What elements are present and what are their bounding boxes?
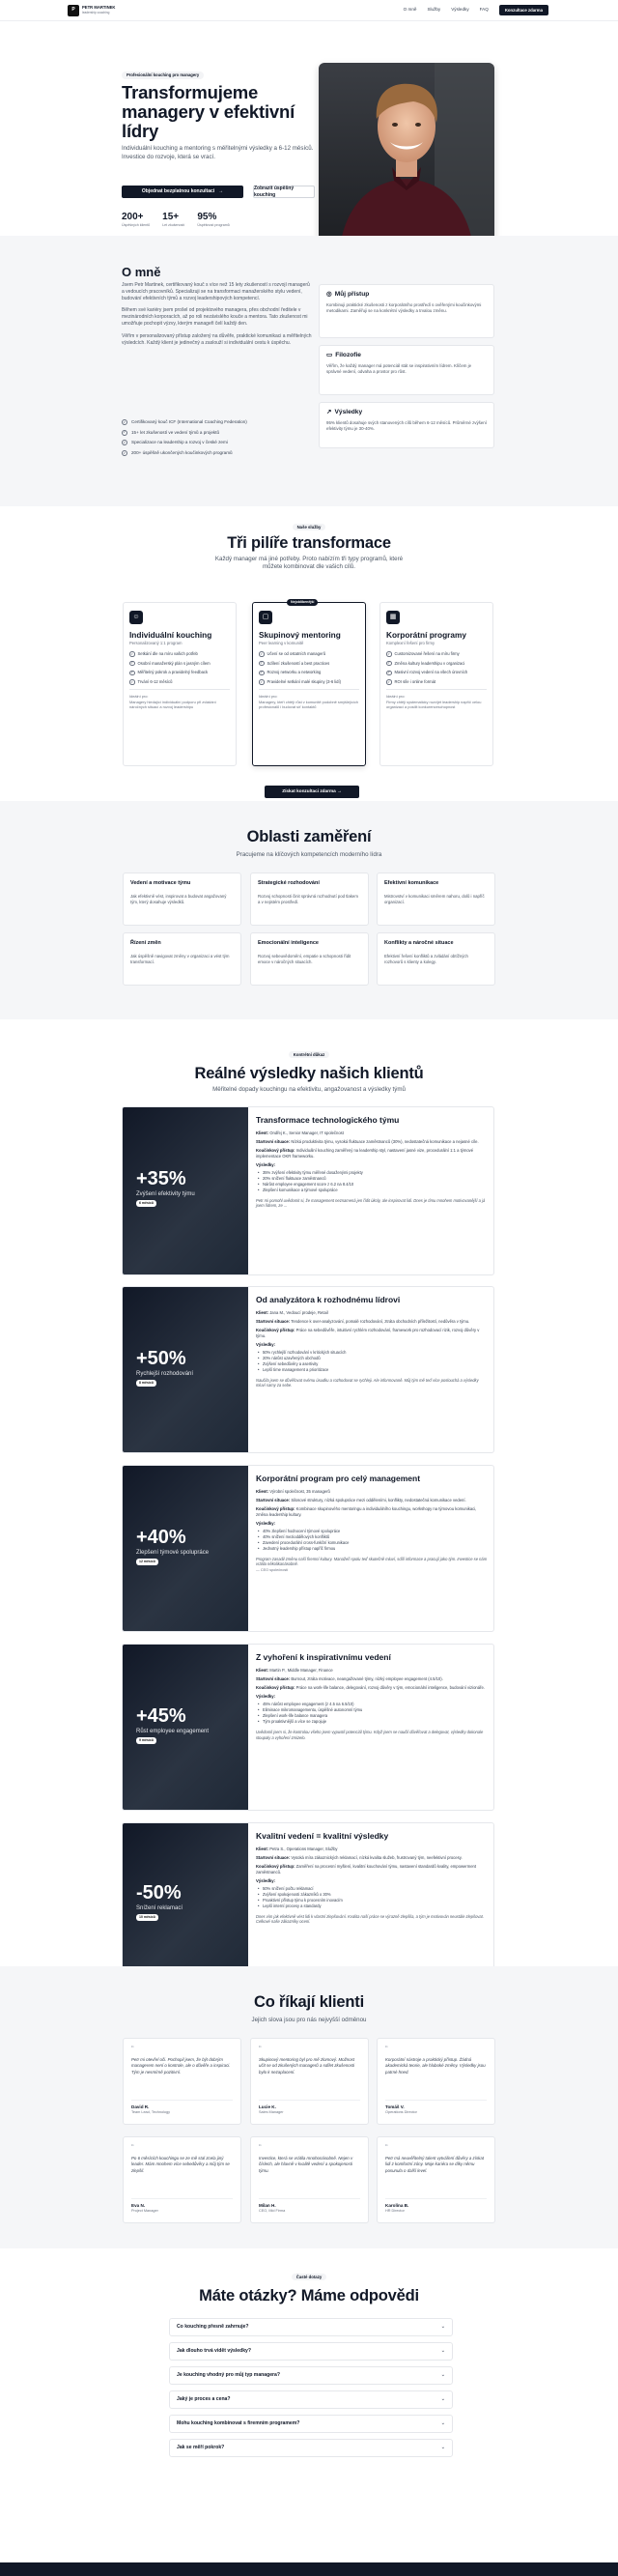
check-circle-icon: ✓ xyxy=(130,651,134,656)
testimonial-name: Karolína B. xyxy=(385,2198,487,2209)
quote-icon: “ xyxy=(131,2045,134,2053)
brand-sub: leadership coaching xyxy=(82,10,110,14)
start-text: Nízká produktivita týmu, vysoká fluktuace zaměstnanců (30%), nedostatečná komunikace a nejasné cíle. xyxy=(291,1139,479,1145)
coach-portrait-photo xyxy=(319,63,494,246)
pillar-feature xyxy=(129,679,230,685)
area-text: Jak úspěšně navigovat změny v organizaci a vést tým transformací. xyxy=(130,954,230,965)
case-client: Klient: Výrobní společnost, 35 managerů xyxy=(256,1489,330,1495)
chat-icon: ▢ xyxy=(259,611,272,624)
feature-text: Customizované řešení na míru firmy xyxy=(394,650,460,656)
case-metric: +40% xyxy=(136,1527,186,1548)
pillar-feature xyxy=(259,651,359,657)
result-item: • Zlepšení work-life balance managera xyxy=(256,1713,488,1719)
result-item: • Lepší time management a prioritizace xyxy=(256,1367,488,1373)
brand-logo[interactable] xyxy=(68,5,115,16)
case-client: Klient: Jana M., Vedoucí prodeje, Retail xyxy=(256,1310,328,1316)
client-text: Ondřej K., Senior Manager, IT společnost xyxy=(269,1131,344,1136)
check-circle-icon: ✓ xyxy=(123,450,126,455)
pillar-ideal xyxy=(129,689,230,709)
ideal-text: Firmy chtějí systematicky rozvíjet leadership napříč celou organizací a posílit konkurenceschopnost xyxy=(386,700,482,710)
case-duration: 12 měsíců xyxy=(136,1559,158,1565)
show-results-button[interactable]: Zobrazit úspěšný kouching xyxy=(253,186,315,198)
stat-label: Úspěšnost programů xyxy=(197,223,230,227)
area-title: Vedení a motivace týmu xyxy=(130,880,191,886)
target-icon: ◎ xyxy=(326,291,332,298)
building-icon: ▦ xyxy=(386,611,400,624)
check-circle-icon: ✓ xyxy=(123,441,126,445)
arrow-right-icon: → xyxy=(337,788,342,794)
testimonial-name: David R. xyxy=(131,2100,233,2110)
book-consultation-button[interactable] xyxy=(122,186,243,198)
credential-text: 200+ úspěšně ukončených koučinkových programů xyxy=(131,450,233,456)
approach-text: Práce na sebedůvěře, intuitivní rychlém rozhodování, framework pro rozhodovací rizik, rozvoj důvěry v týmu. xyxy=(256,1328,480,1339)
area-card xyxy=(377,932,495,986)
faq-eyebrow xyxy=(0,2275,618,2280)
feature-text: Osobní manažerský plán s jasným cílem xyxy=(137,660,211,666)
testimonial-text: Korporátní nástroje a praktický přístup. Žádná akademická teorie, ale hluboké změny. Výsledky jsou patrné hned. xyxy=(385,2057,486,2075)
check-circle-icon: ✓ xyxy=(130,661,134,666)
pillar-feature xyxy=(259,670,359,675)
case-metric-panel xyxy=(123,1823,248,1981)
case-duration: 10 měsíců xyxy=(136,1914,158,1921)
pillar-feature xyxy=(386,670,487,675)
faq-question: Co kouching přesně zahrnuje? xyxy=(177,2324,249,2331)
card-title: Výsledky xyxy=(334,409,363,415)
case-study-card xyxy=(122,1465,494,1632)
case-metric: +45% xyxy=(136,1705,186,1727)
case-start: Startovní situace: Tendence k over-analyzování, pomalé rozhodování, ztráta obchodních příležitostí, nedůvěra v týmu. xyxy=(256,1319,470,1325)
chevron-down-icon: ⌄ xyxy=(440,2348,445,2355)
quote-icon: “ xyxy=(385,2045,388,2053)
check-circle-icon: ✓ xyxy=(123,419,126,424)
credential-item xyxy=(122,450,315,456)
case-metric-label: Zlepšení týmové spolupráce xyxy=(136,1550,210,1556)
credential-text: 15+ let zkušeností ve vedení týmů a projektů xyxy=(131,429,220,435)
testimonials-subtitle: Jejich slova jsou pro nás nejvyšší odměnou xyxy=(251,2017,367,2023)
faq-item[interactable] xyxy=(169,2390,453,2409)
start-text: Vysoká míra zákaznických reklamací, nízká kvalita služeb, frustrovaný tým, neefektivní procesy. xyxy=(291,1855,463,1861)
check-circle-icon: ✓ xyxy=(260,651,264,656)
pillar-card-individual xyxy=(123,602,237,766)
case-approach: Koučinkový přístup: Práce na work-life balance, delegování, rozvoj důvěry v tým, emocionální inteligence, budování vizionáře. xyxy=(256,1685,485,1691)
area-card xyxy=(250,873,369,926)
faq-item[interactable] xyxy=(169,2318,453,2336)
ideal-label: Ideální pro: xyxy=(386,693,406,699)
testimonial-card xyxy=(377,2038,495,2125)
client-text: Martin P., Middle Manager, Finance xyxy=(269,1668,333,1674)
user-icon: ☺ xyxy=(129,611,143,624)
testimonial-card xyxy=(123,2136,241,2223)
nav-link-about[interactable]: O mně xyxy=(403,7,417,13)
testimonial-role: CEO, Mid Firma xyxy=(259,2209,286,2214)
check-circle-icon: ✓ xyxy=(387,671,391,675)
stat-years xyxy=(162,213,184,228)
case-title: Kvalitní vedení = kvalitní výsledky xyxy=(256,1831,389,1841)
area-title: Řízení změn xyxy=(130,940,161,946)
pillar-feature xyxy=(386,651,487,657)
hero-title: Transformujeme managery v efektivní lídry xyxy=(122,82,295,141)
testimonial-name: Lucie K. xyxy=(259,2100,360,2110)
check-circle-icon: ✓ xyxy=(130,671,134,675)
cases-eyebrow xyxy=(0,1052,618,1058)
nav-link-services[interactable]: Služby xyxy=(427,7,441,13)
start-text: Tendence k over-analyzování, pomalé rozhodování, ztráta obchodních příležitostí, nedůvěra v týmu. xyxy=(291,1319,470,1325)
case-metric: -50% xyxy=(136,1882,182,1903)
credential-item xyxy=(122,419,315,425)
result-item: • 20% nárůst uzavřených obchodů xyxy=(256,1356,488,1361)
pillar-card-group xyxy=(252,602,366,766)
card-text: Věřím, že každý manager má potenciál stát se inspirativním lídrem. Klíčem je správné vedení, odvaha a prostor pro růst. xyxy=(326,362,472,375)
trend-icon: ↗ xyxy=(326,409,332,415)
case-duration: 9 měsíců xyxy=(136,1737,156,1744)
stat-success xyxy=(197,213,229,228)
case-metric-label: Rychlejší rozhodování xyxy=(136,1371,194,1377)
area-title: Strategické rozhodování xyxy=(258,880,320,886)
faq-question: Jak dlouho trvá vidět výsledky? xyxy=(177,2348,252,2355)
feature-text: Setkání dle na míru vašich potřeb xyxy=(137,650,198,656)
area-card xyxy=(123,873,241,926)
case-start: Startovní situace: Vysoká míra zákaznických reklamací, nízká kvalita služeb, frustrovaný tým, neefektivní procesy. xyxy=(256,1855,463,1861)
faq-question: Jak se měří pokrok? xyxy=(177,2445,225,2451)
nav-cta-button[interactable]: Konzultace zdarma xyxy=(499,5,548,16)
card-text: 95% klientů dosahuje svých stanovených cílů během 6-12 měsíců. Průměrné zvýšení efektivity týmu je 30-40%. xyxy=(326,419,487,432)
chevron-down-icon: ⌄ xyxy=(440,2420,445,2427)
feature-text: Masivní rozvoj vedení na všech úrovních xyxy=(394,670,468,675)
pillar-title: Individuální kouching xyxy=(129,630,212,640)
feature-text: Pravidelné setkání malé skupiny (3-6 lidí) xyxy=(267,679,342,685)
services-subtitle: Každý manager má jiné potřeby. Proto nabízím tři typy programů, které můžete kombinovat dle vašich cílů. xyxy=(214,556,404,571)
results-heading: Výsledky: xyxy=(256,1694,276,1700)
testimonial-name: Tomáš V. xyxy=(385,2100,487,2110)
book-icon: ▭ xyxy=(326,352,333,358)
faq-question: Jaký je proces a cena? xyxy=(177,2396,231,2403)
focus-areas-section xyxy=(0,801,618,1019)
area-title: Konflikty a náročné situace xyxy=(384,940,454,946)
case-metric-panel xyxy=(123,1645,248,1810)
approach-text: Zaměření na procesní myšlení, kvalitní kouchování týmu, nastavení standardů kvality, empowerment zaměstnanců. xyxy=(256,1864,477,1875)
faq-section xyxy=(0,2248,618,2477)
result-item: • Zlepšení komunikace a týmové spolupráce xyxy=(256,1188,488,1193)
results-heading: Výsledky: xyxy=(256,1162,276,1168)
result-item: • 20% snížení fluktuace zaměstnanců xyxy=(256,1176,488,1182)
eyebrow-text: Naše služby xyxy=(293,524,326,530)
testimonial-role: HR Director xyxy=(385,2209,405,2214)
ideal-label: Ideální pro: xyxy=(259,693,278,699)
case-quote: Program zasadil změnu naší firemní kultury. Manažeři spolu teď skutečně mluví, sdílí informace a pracují jako tým. Investice se nám vrátila několikanásobně. xyxy=(256,1556,488,1567)
areas-title: Oblasti zaměření xyxy=(246,828,372,845)
testimonial-name: Eva N. xyxy=(131,2198,233,2209)
result-item: • 35% zvýšení efektivity týmu měřené dosaženými projekty xyxy=(256,1170,488,1176)
testimonial-text: Investice, která se vrátila mnohonásobně. Nejen v číslech, ale hlavně v kvalitě vedení a spokojenosti týmu. xyxy=(259,2156,353,2173)
credential-item xyxy=(122,430,315,436)
credential-list xyxy=(122,419,315,461)
faq-item[interactable] xyxy=(169,2415,453,2433)
result-item: • Nárůst employee engagement score z 6.2 na 8.4/10 xyxy=(256,1182,488,1188)
quote-icon: “ xyxy=(259,2045,262,2053)
faq-item[interactable] xyxy=(169,2342,453,2361)
ideal-text: Managery, kteří chtějí růst v komunitě podobně smýšlejících profesionálů i budovat síť kontaktů xyxy=(259,700,359,710)
case-approach: Koučinkový přístup: Zaměření na procesní myšlení, kvalitní kouchování týmu, nastavení standardů kvality, empowerment zaměstnanců. xyxy=(256,1864,477,1875)
check-circle-icon: ✓ xyxy=(387,651,391,656)
case-approach: Koučinkový přístup: Individuální kouching zaměřený na leadership styl, nastavení jasné vize, procedurální 1:1 a týmové implementace OKR frameworku. xyxy=(256,1148,474,1159)
testimonial-text: Petr mi otevřel oči. Pochopil jsem, že být dobrým managerem není o kontrole, ale o důvěře a inspiraci. Tým je nesmírně pozitivní. xyxy=(131,2057,231,2075)
area-card xyxy=(377,873,495,926)
area-text: Rozvoj sebeuvědomění, empatie a schopnosti řídit emoce v náročných situacích. xyxy=(258,954,351,965)
faq-title: Máte otázky? Máme odpovědi xyxy=(199,2287,419,2304)
pillar-title: Korporátní programy xyxy=(386,630,466,640)
stat-value: 200+ xyxy=(122,212,144,222)
card-title: Můj přístup xyxy=(334,291,370,298)
results-heading: Výsledky: xyxy=(256,1342,276,1348)
testimonial-role: Team Lead, Technology xyxy=(131,2110,171,2115)
check-circle-icon: ✓ xyxy=(387,661,391,666)
approach-card xyxy=(319,284,494,338)
pillar-feature xyxy=(129,670,230,675)
eyebrow-text: Časté dotazy xyxy=(292,2274,327,2280)
check-circle-icon: ✓ xyxy=(387,680,391,685)
area-text: Mistrovství v komunikaci směrem nahoru, dolů i napříč organizací. xyxy=(384,894,485,905)
eyebrow-text: Kontrétní důkaz xyxy=(289,1051,329,1058)
client-text: Jana M., Vedoucí prodeje, Retail xyxy=(269,1310,328,1316)
feature-text: Učení se od ostatních managerů xyxy=(267,650,326,656)
case-start: Startovní situace: Silosové struktury, nízká spolupráce mezi odděleními, konflikty, nedostatečná komunikace vedení. xyxy=(256,1498,466,1503)
result-item: • 50% snížení počtu reklamací xyxy=(256,1886,488,1892)
case-title: Korporátní program pro celý management xyxy=(256,1474,421,1483)
results-heading: Výsledky: xyxy=(256,1878,276,1884)
result-item: • 40% zlepšení hodnocení týmové spolupráce xyxy=(256,1529,488,1534)
card-text: Kombinuji praktické zkušenosti z korporátního prostředí s ověřenými koučinkovými metodikami. Zaměřuji se na konkrétní výsledky a trvalou změnu. xyxy=(326,301,482,314)
stat-label: Úspěšných klientů xyxy=(122,223,151,227)
chevron-down-icon: ⌄ xyxy=(440,2396,445,2403)
case-duration: 6 měsíců xyxy=(136,1200,156,1207)
nav-link-faq[interactable]: FAQ xyxy=(479,7,489,13)
results-heading: Výsledky: xyxy=(256,1521,276,1527)
testimonial-text: Skupinový mentoring byl pro mě zlomový. Možnost učit se od zkušených managerů a sdílet zkušenosti bylo k nezaplacení. xyxy=(259,2057,355,2075)
start-text: Silosové struktury, nízká spolupráce mezi odděleními, konflikty, nedostatečná komunikace vedení. xyxy=(291,1498,466,1503)
case-study-card xyxy=(122,1822,494,1982)
chevron-down-icon: ⌄ xyxy=(440,2445,445,2451)
pillar-feature xyxy=(386,679,487,685)
case-metric-panel xyxy=(123,1287,248,1452)
case-metric-panel xyxy=(123,1466,248,1631)
check-circle-icon: ✓ xyxy=(260,680,264,685)
result-item: • Proaktivní přístup týmu k procesním inovacím xyxy=(256,1898,488,1903)
arrow-right-icon: → xyxy=(218,188,224,195)
faq-question: Je kouching vhodný pro můj typ managera? xyxy=(177,2372,280,2379)
result-item: • Zvýšení sebedůvěry a asertivity xyxy=(256,1361,488,1367)
about-paragraph: Věřím v personalizovaný přístup založený na důvěře, praktické komunikaci a měřitelných výsledcích. Každý klient je jedinečný a zaslouží si individuální cestu k úspěchu. xyxy=(122,332,312,346)
feature-text: Rozvoj networku a networking xyxy=(267,670,322,675)
result-item: • 45% nárůst employee engagement (z 4.5 na 6.5/10) xyxy=(256,1702,488,1707)
pillar-feature xyxy=(129,661,230,667)
areas-subtitle: Pracujeme na klíčových kompetencích moderního lídra xyxy=(236,851,382,858)
get-consultation-button[interactable] xyxy=(265,786,359,798)
case-approach: Koučinkový přístup: Kombinace skupinového mentoringu a individuálního kouchingu, workshopy na týmovou komunikaci, změna leadership kultury. xyxy=(256,1506,477,1518)
ideal-text: Managery hledající individuální podporu při zvládání náročných situací a rozvoj leadershipu xyxy=(129,700,216,710)
approach-text: Kombinace skupinového mentoringu a individuálního kouchingu, workshopy na týmovou komunikaci, změna leadership kultury. xyxy=(256,1506,477,1518)
pillar-ideal xyxy=(259,689,359,709)
about-paragraph: Během své kariéry jsem prošel od projektového managera, přes obchodní ředitele v mezinárodních korporacích, až po roli nezávislého kouče a mentora. Tato zkušenost mi umožňuje pochopit výzvy, kterým manageři čelí každý den. xyxy=(122,307,308,328)
pillar-feature xyxy=(386,661,487,667)
testimonial-text: Po 6 měsících kouchingu se ze mě stal zcela jiný leader. Mám mnohem více sebedůvěry a můj tým se zlepšil. xyxy=(131,2156,230,2173)
case-study-card xyxy=(122,1644,494,1811)
stat-value: 15+ xyxy=(162,212,180,222)
pillar-ideal xyxy=(386,689,487,709)
pillar-sub: Komplexní řešení pro firmy xyxy=(386,641,435,646)
area-card xyxy=(250,932,369,986)
approach-text: Individuální kouching zaměřený na leadership styl, nastavení jasné vize, procedurální 1:1 a týmové implementace OKR frameworku. xyxy=(256,1148,474,1159)
case-study-card xyxy=(122,1286,494,1453)
case-quote: Naučila jsem se důvěřovat svému úsudku a rozhodovat se rychleji. Ale informovaně. Můj tým mě teď více poslouchá a výsledky mluví samy za sebe. xyxy=(256,1377,479,1388)
philosophy-card xyxy=(319,345,494,395)
get-consultation-label: Získat konzultaci zdarma xyxy=(282,788,336,794)
quote-author: — CEO společnosti xyxy=(256,1568,289,1573)
result-item: • Zvýšení spokojenosti zákazníků o 30% xyxy=(256,1892,488,1898)
case-client: Klient: Petra S., Operations Manager, Služby xyxy=(256,1846,338,1852)
testimonial-role: Sales Manager xyxy=(259,2110,284,2115)
hero-stats xyxy=(122,213,230,228)
case-studies-section xyxy=(0,1019,618,1966)
area-card xyxy=(123,932,241,986)
result-item: • Zavedení procedurální cross-funkční komunikace xyxy=(256,1540,488,1546)
top-nav xyxy=(0,0,618,21)
case-metric-label: Zvýšení efektivity týmu xyxy=(136,1191,195,1197)
feature-text: Změna kultury leadershipu v organizaci xyxy=(394,660,465,666)
case-start: Startovní situace: Nízká produktivita týmu, vysoká fluktuace zaměstnanců (30%), nedostatečná komunikace a nejasné cíle. xyxy=(256,1139,479,1145)
case-metric: +50% xyxy=(136,1348,186,1369)
case-title: Transformace technologického týmu xyxy=(256,1115,400,1125)
nav-link-results[interactable]: Výsledky xyxy=(451,7,469,13)
area-text: Jak efektivně vést, inspirovat a budovat angažovaný tým, který dosahuje výsledků. xyxy=(130,894,227,905)
case-duration: 8 měsíců xyxy=(136,1380,156,1387)
about-text xyxy=(122,282,313,352)
approach-text: Práce na work-life balance, delegování, rozvoj důvěry v tým, emocionální inteligence, budování vizionáře. xyxy=(295,1685,485,1691)
hero-subtitle: Individuální kouching a mentoring s měřitelnými výsledky a 6-12 měsíců. Investice do rozvoje, která se vrací. xyxy=(122,145,314,160)
result-item: • 50% rychlejší rozhodování v kritických situacích xyxy=(256,1350,488,1356)
hero-section xyxy=(0,21,618,236)
case-metric-label: Růst employee engagement xyxy=(136,1729,210,1734)
feature-text: ROI síle i online formát xyxy=(394,679,436,685)
case-study-card xyxy=(122,1106,494,1275)
feature-text: Trvání 6-12 měsíců xyxy=(137,679,173,685)
results-card xyxy=(319,402,494,448)
area-title: Emocionální inteligence xyxy=(258,940,319,946)
chevron-down-icon: ⌄ xyxy=(440,2324,445,2331)
card-title: Filozofie xyxy=(335,352,361,358)
case-quote: Dnes vím jak efektivně vést lidi k vlastní zlepšování. Kvalita naší práce se výrazně zlepšila, a tým je motivován neustále zlepšovat. Celkové naše zákazníky ocení. xyxy=(256,1913,484,1925)
case-approach: Koučinkový přístup: Práce na sebedůvěře, intuitivní rychlém rozhodování, framework pro rozhodovací rizik, rozvoj důvěry v týmu. xyxy=(256,1328,480,1339)
credential-item xyxy=(122,440,315,445)
result-item: • 40% snížení mezioddělových konfliktů xyxy=(256,1534,488,1540)
faq-item[interactable] xyxy=(169,2439,453,2457)
check-circle-icon: ✓ xyxy=(260,671,264,675)
case-client: Klient: Martin P., Middle Manager, Finance xyxy=(256,1668,333,1674)
cases-title: Reálné výsledky našich klientů xyxy=(194,1065,424,1082)
quote-icon: “ xyxy=(131,2143,134,2152)
pillar-feature xyxy=(129,651,230,657)
result-item: • Jednotný leadership přístup napříč firmou xyxy=(256,1546,488,1552)
case-metric-label: Snížení reklamací xyxy=(136,1905,183,1911)
pillar-feature xyxy=(259,679,359,685)
client-text: Výrobní společnost, 35 managerů xyxy=(269,1489,330,1495)
faq-item[interactable] xyxy=(169,2366,453,2385)
result-item: • Eliminace mikromanagementu, úspěšné autonomní týmu xyxy=(256,1707,488,1713)
testimonial-name: Milan H. xyxy=(259,2198,360,2209)
about-title: O mně xyxy=(122,265,161,279)
stat-label: Let zkušeností xyxy=(162,223,185,227)
feature-text: Sdílení zkušeností a best practices xyxy=(267,660,330,666)
testimonial-card xyxy=(123,2038,241,2125)
brand-name: PETR MARTINEK xyxy=(82,5,116,11)
case-quote: Petr mi pomohl uvědomit si, že management neznamená jen řídit úkoly, ale inspirovat lidi. Dnes je tímu mnohem motivovanější a já jsem lídrem, ze ... xyxy=(256,1197,486,1209)
testimonials-section xyxy=(0,1966,618,2248)
ideal-label: Ideální pro: xyxy=(129,693,149,699)
services-title: Tři pilíře transformace xyxy=(227,534,391,552)
area-text: Efektivní řešení konfliktů a zvládání obtížných rozhovorů s klienty a kolegy. xyxy=(384,954,468,965)
testimonial-card xyxy=(377,2136,495,2223)
chevron-down-icon: ⌄ xyxy=(440,2372,445,2379)
credential-text: Specializace na leadership a rozvoj v české zemi xyxy=(131,440,228,445)
testimonial-role: Operations Director xyxy=(385,2110,417,2115)
cases-subtitle: Měřitelné dopady kouchingu na efektivitu, angažovanost a výsledky týmů xyxy=(212,1086,406,1093)
check-circle-icon: ✓ xyxy=(123,430,126,435)
client-text: Petra S., Operations Manager, Služby xyxy=(269,1846,338,1852)
pillar-sub: Personalizovaný 1:1 program xyxy=(129,641,183,646)
testimonial-text: Petr má neuvěřitelný talent vytváření důvěry a získat lidi z komfortní zóny. Moje kariéra se díky němu posunula o další level. xyxy=(385,2156,485,2173)
about-section xyxy=(0,236,618,506)
testimonial-card xyxy=(250,2038,369,2125)
testimonial-role: Project Manager xyxy=(131,2209,158,2214)
credential-text: Certifikovaný kouč ICF (International Coaching Federation) xyxy=(131,419,247,424)
result-item: • Tým proaktivnější a více se zapojuje xyxy=(256,1719,488,1725)
faq-question: Mohu kouching kombinovat s firemním programem? xyxy=(177,2420,300,2427)
testimonials-title: Co říkají klienti xyxy=(254,1993,364,2011)
pillar-sub: Peer learning v komunitě xyxy=(259,641,304,646)
case-start: Startovní situace: Burnout, ztráta motivace, neangažované týmy, nízký employee engagement (4.5/10). xyxy=(256,1676,443,1682)
case-metric: +35% xyxy=(136,1168,186,1189)
about-paragraph: Jsem Petr Martinek, certifikovaný kouč s více než 15 lety zkušeností s rozvojí managerů a vedoucích pracovníků. Specializuji se na transformaci manažerského stylu vedení, budování efektivních týmů a rozvoj leadershipových kompetencí. xyxy=(122,282,310,302)
logo-mark: P xyxy=(68,5,79,16)
check-circle-icon: ✓ xyxy=(260,661,264,666)
case-title: Z vyhoření k inspirativnímu vedení xyxy=(256,1652,391,1662)
stat-value: 95% xyxy=(197,212,217,222)
pillar-title: Skupinový mentoring xyxy=(259,630,341,640)
case-client: Klient: Ondřej K., Senior Manager, IT společnost xyxy=(256,1131,344,1136)
case-quote: Uvědomil jsem si, že kontrolou všeho jsem vypustil potenciál týmu. Když jsem se naučil důvěřovat a delegovat, výsledky dokonale stoupaly a vyhoření zmizelo. xyxy=(256,1729,484,1740)
stat-clients xyxy=(122,213,150,228)
case-metric-panel xyxy=(123,1107,248,1274)
feature-text: Měřitelný pokrok a pravidelný feedback xyxy=(137,670,209,675)
pillar-card-corporate xyxy=(379,602,493,766)
check-circle-icon: ✓ xyxy=(130,680,134,685)
hero-badge: Profesionální kouching pro managery xyxy=(122,72,204,79)
featured-badge: Nejoblíbenější xyxy=(287,599,318,606)
testimonial-card xyxy=(250,2136,369,2223)
case-title: Od analyzátora k rozhodnému lídrovi xyxy=(256,1295,401,1304)
result-item: • Lepší interní procesy a standardy xyxy=(256,1903,488,1909)
area-text: Rozvoj schopnosti činit správná rozhodnutí pod tlakem a v nejistém prostředí. xyxy=(258,894,358,905)
area-title: Efektivní komunikace xyxy=(384,880,439,886)
pillar-feature xyxy=(259,661,359,667)
quote-icon: “ xyxy=(259,2143,262,2152)
start-text: Burnout, ztráta motivace, neangažované týmy, nízký employee engagement (4.5/10). xyxy=(291,1676,443,1682)
quote-icon: “ xyxy=(385,2143,388,2152)
services-eyebrow xyxy=(0,525,618,530)
book-consultation-label: Objednat bezplatnou konzultaci xyxy=(141,188,215,195)
